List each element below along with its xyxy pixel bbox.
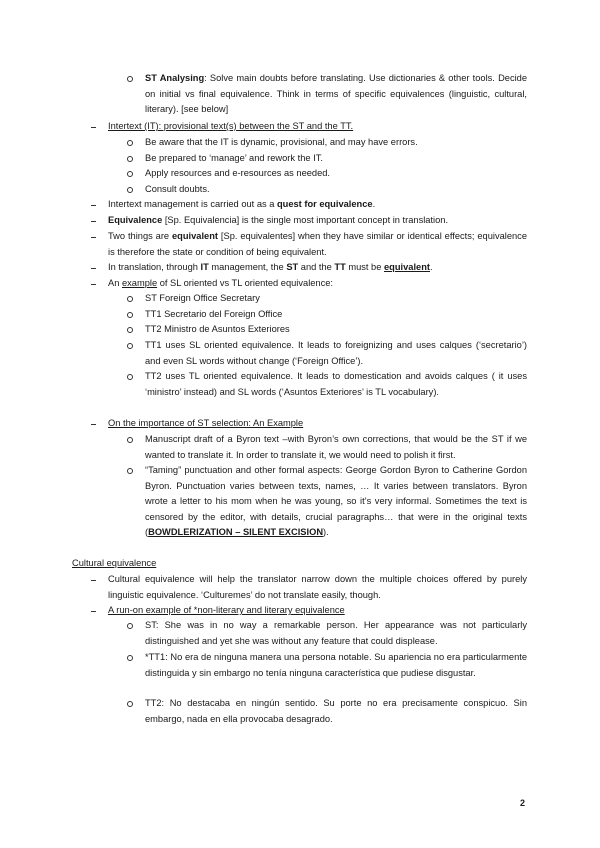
dash-bullet-icon [91,424,96,425]
text-st-she: ST: She was in no way a remarkable person. Her appearance was not particularly distinguished and yet she was without any feature that could displease. [145,620,527,646]
dash-bullet-icon [91,611,96,612]
text-st-analysing: ST Analysing: Solve main doubts before translating. Use dictionaries & other tools. Decide on initial vs final equivalence. Think in terms of specific equivalences (linguistic, cultural, literary). [see below] [145,73,528,115]
text-it-dynamic: Be aware that the IT is dynamic, provisional, and may have errors. [145,137,418,147]
circle-bullet-icon [127,156,133,162]
text-in-translation: In translation, through IT management, the ST and the TT must be equivalent. [108,262,433,272]
circle-bullet-icon [127,327,133,333]
dash-bullet-icon [91,205,96,206]
text-st-fo: ST Foreign Office Secretary [145,293,260,303]
circle-bullet-icon [127,374,133,380]
dash-bullet-icon [91,268,96,269]
text-intertext: Intertext (IT): provisional text(s) between the ST and the TT. [108,121,354,131]
text-run-on: A run-on example of *non-literary and literary equivalence [108,605,345,615]
text-tt1-no: *TT1: No era de ninguna manera una persona notable. Su apariencia no era particularmente distinguida y sin embargo no tenía ninguna característica que pudiese disgustar. [145,652,527,678]
text-tt1-uses: TT1 uses SL oriented equivalence. It leads to foreignizing and uses calques (‘secretario’) and even SL words without change (‘Foreign Office’). [145,340,527,366]
text-importance: On the importance of ST selection: An Example [108,418,304,428]
text-cultural-heading: Cultural equivalence [72,558,157,568]
text-manuscript: Manuscript draft of a Byron text –with Byron’s own corrections, that would be the ST if we wanted to translate it. In order to translate it, we would need to polish it first. [145,434,527,460]
text-two-things: Two things are equivalent [Sp. equivalentes] when they have similar or identical effects; equivalence is therefore the state or condition of being equivalent. [108,231,527,257]
circle-bullet-icon [127,187,133,193]
text-tt2-uses: TT2 uses TL oriented equivalence. It leads to domestication and avoids calques ( it uses ‘ministro’ instead) and SL words (‘Asuntos Exteriores’ is TL vocabulary). [145,371,527,397]
circle-bullet-icon [127,623,133,629]
circle-bullet-icon [127,296,133,302]
text-it-manage: Be prepared to ‘manage’ and rework the IT. [145,153,323,163]
text-tt2-no: TT2: No destacaba en ningún sentido. Su porte no era precisamente conspicuo. Sin embargo, nada en ella provocaba desagrado. [145,698,527,724]
dash-bullet-icon [91,127,96,128]
circle-bullet-icon [127,140,133,146]
circle-bullet-icon [127,76,133,82]
page-number: 2 [520,798,526,808]
circle-bullet-icon [127,701,133,707]
text-tt2-min: TT2 Ministro de Asuntos Exteriores [145,324,290,334]
circle-bullet-icon [127,312,133,318]
text-it-resources: Apply resources and e-resources as needed. [145,168,331,178]
dash-bullet-icon [91,237,96,238]
text-example-intro: An example of SL oriented vs TL oriented equivalence: [108,278,334,288]
dash-bullet-icon [91,284,96,285]
text-it-consult: Consult doubts. [145,184,210,194]
circle-bullet-icon [127,437,133,443]
text-tt1-fo: TT1 Secretario del Foreign Office [145,309,283,319]
circle-bullet-icon [127,343,133,349]
text-quest: Intertext management is carried out as a quest for equivalence. [108,199,376,209]
dash-bullet-icon [91,221,96,222]
text-cultural-help: Cultural equivalence will help the translator narrow down the multiple choices offered by purely linguistic equivalence. ‘Culturemes’ do not translate easily, though. [108,574,527,600]
circle-bullet-icon [127,655,133,661]
circle-bullet-icon [127,468,133,474]
dash-bullet-icon [91,580,96,581]
text-equivalence: Equivalence [Sp. Equivalencia] is the single most important concept in translation. [108,215,449,225]
text-taming: “Taming” punctuation and other formal aspects: George Gordon Byron to Catherine Gordon Byron. Punctuation varies between texts, names, … It varies between translators. Byron wrote a letter to his mom when he was young, so it’s very informal. Sometimes the text is censored by the editor, with details, crucial paragraphs… that were in the original texts (BOWDLERIZATION – SILENT EXCISION). [145,465,527,538]
circle-bullet-icon [127,171,133,177]
